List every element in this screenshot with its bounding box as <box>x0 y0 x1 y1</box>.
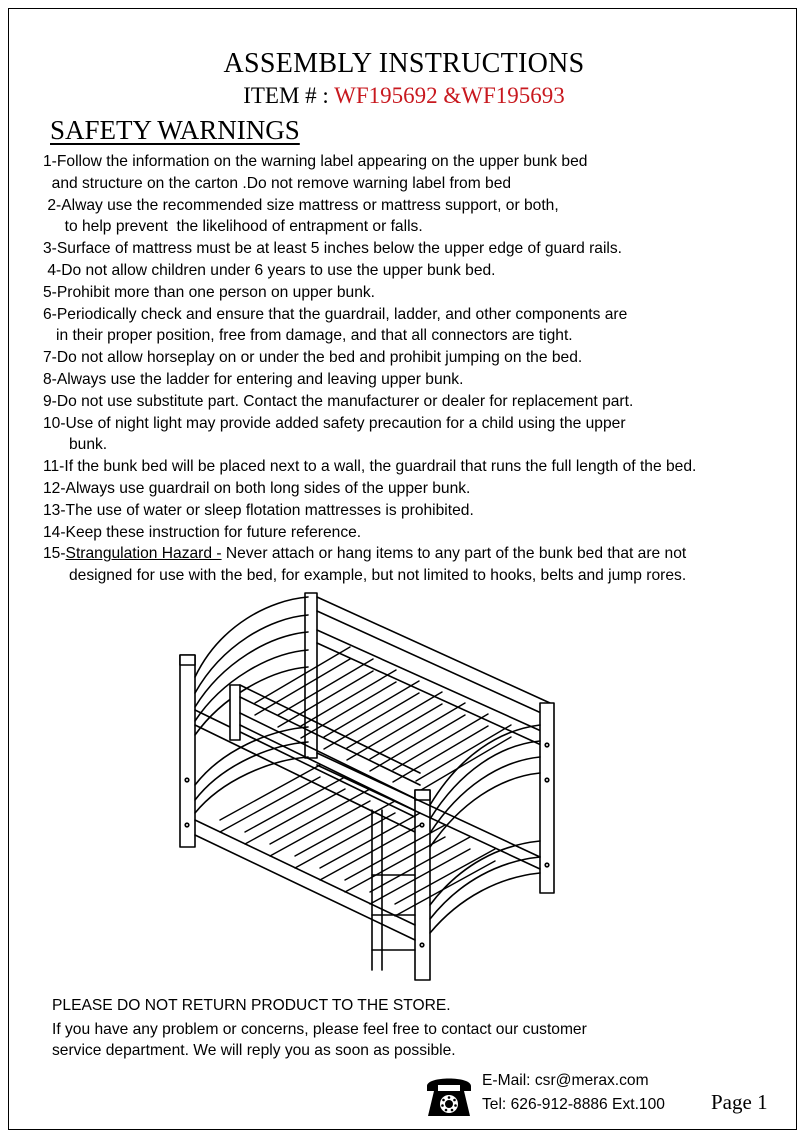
item-label: ITEM # : <box>243 83 335 108</box>
contact-notice-line1: If you have any problem or concerns, please feel free to contact our customer <box>52 1021 587 1038</box>
warning-line: 3-Surface of mattress must be at least 5 inches below the upper edge of guard rails. <box>43 240 623 258</box>
item15-text: Never attach or hang items to any part of the bunk bed that are not <box>221 545 687 563</box>
warning-line: 7-Do not allow horseplay on or under the bed and prohibit jumping on the bed. <box>43 349 583 367</box>
warning-line: 5-Prohibit more than one person on upper bunk. <box>43 283 376 301</box>
page-number: Page 1 <box>711 1090 768 1114</box>
contact-notice-line2: service department. We will reply you as soon as possible. <box>52 1042 456 1059</box>
document-title: ASSEMBLY INSTRUCTIONS <box>223 48 585 79</box>
safety-warnings-list <box>43 151 696 587</box>
return-notice: PLEASE DO NOT RETURN PRODUCT TO THE STORE. <box>52 997 451 1014</box>
warning-line: and structure on the carton .Do not remove warning label from bed <box>43 174 512 192</box>
bunk-bed-illustration <box>160 585 580 985</box>
warning-line: 6-Periodically check and ensure that the guardrail, ladder, and other components are <box>43 305 628 323</box>
warning-line: 9-Do not use substitute part. Contact the manufacturer or dealer for replacement part. <box>43 392 634 410</box>
strangulation-hazard-label: Strangulation Hazard - <box>65 545 222 563</box>
telephone-icon <box>424 1072 474 1120</box>
warning-line: designed for use with the bed, for example, but not limited to hooks, belts and jump rores. <box>43 567 687 585</box>
warning-line: 1-Follow the information on the warning label appearing on the upper bunk bed <box>43 153 588 170</box>
warning-line: to help prevent the likelihood of entrapment or falls. <box>43 218 423 236</box>
warning-line: in their proper position, free from damage, and that all connectors are tight. <box>43 327 573 345</box>
safety-warnings-heading: SAFETY WARNINGS <box>50 115 300 145</box>
item-numbers: WF195692 &WF195693 <box>334 83 565 108</box>
item15-prefix: 15- <box>43 545 66 563</box>
warning-line: 2-Alway use the recommended size mattress or mattress support, or both, <box>43 196 559 214</box>
warning-line: 13-The use of water or sleep flotation mattresses is prohibited. <box>43 501 474 519</box>
warning-line: 8-Always use the ladder for entering and leaving upper bunk. <box>43 370 464 388</box>
contact-email: E-Mail: csr@merax.com <box>482 1072 649 1089</box>
warning-line: 11-If the bunk bed will be placed next to a wall, the guardrail that runs the full length of the bed. <box>43 458 697 476</box>
warning-line: bunk. <box>43 436 108 454</box>
item-number-line <box>0 83 808 109</box>
warning-line: 12-Always use guardrail on both long sides of the upper bunk. <box>43 479 471 497</box>
warning-line: 10-Use of night light may provide added safety precaution for a child using the upper <box>43 414 626 432</box>
warning-line-15 <box>43 543 696 565</box>
warning-line: 14-Keep these instruction for future reference. <box>43 523 362 541</box>
contact-phone: Tel: 626-912-8886 Ext.100 <box>482 1096 665 1113</box>
warning-line: 4-Do not allow children under 6 years to use the upper bunk bed. <box>43 261 496 279</box>
